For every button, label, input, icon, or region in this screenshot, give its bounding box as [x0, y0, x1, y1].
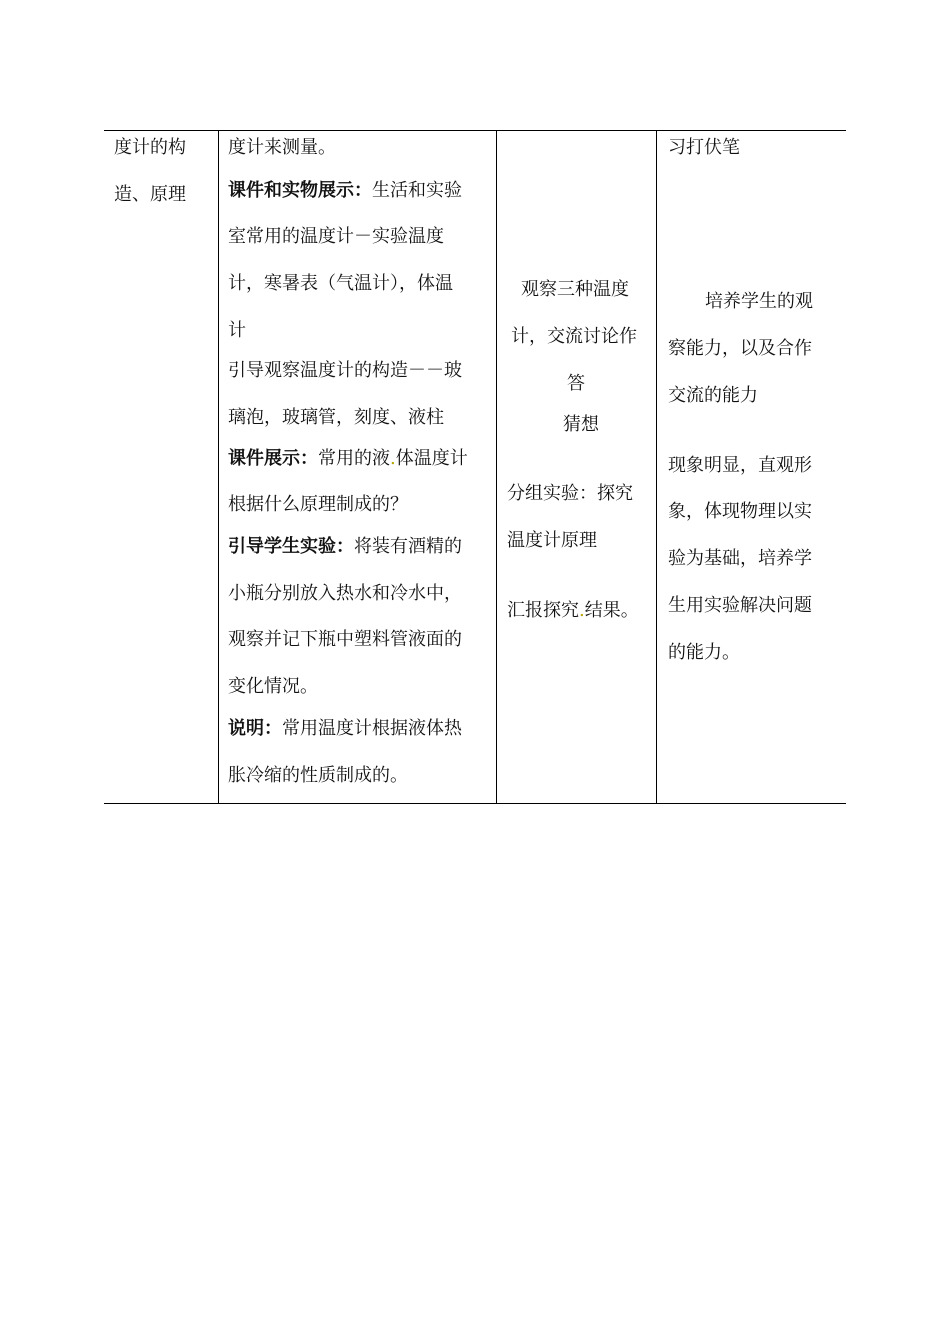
text-fragment: 常用的液	[318, 448, 390, 469]
text-line: 猜想	[563, 414, 599, 435]
text-line: 现象明显，直观形	[668, 455, 812, 476]
bold-label: 说明：	[228, 718, 282, 739]
section-title-line: 造、原理	[114, 184, 186, 205]
text-fragment: 常用温度计根据液体热	[282, 718, 462, 739]
text-line: 习打伏笔	[668, 137, 740, 158]
text-line: 室常用的温度计－实验温度	[228, 226, 444, 247]
text-fragment: .	[579, 600, 585, 621]
text-fragment: .	[390, 448, 396, 469]
bold-label: 引导学生实验：	[228, 536, 354, 557]
text-line: 察能力，以及合作	[668, 338, 812, 359]
text-line: 根据什么原理制成的？	[228, 494, 408, 515]
cell-design-intent	[657, 131, 846, 803]
text-line: 计，寒暑表（气温计），体温	[228, 273, 453, 294]
text-fragment: 体温度计	[395, 448, 468, 469]
text-fragment: 将装有酒精的	[354, 536, 462, 557]
lesson-table	[104, 130, 846, 804]
cell-section-title	[104, 131, 218, 803]
text-fragment: 汇报探究	[507, 600, 579, 621]
text-line: 验为基础，培养学	[668, 548, 812, 569]
text-line: 观察三种温度	[521, 279, 629, 300]
cell-student-activity	[497, 131, 656, 803]
text-line: 交流的能力	[668, 385, 758, 406]
text-line: 的能力。	[668, 642, 740, 663]
section-title-line: 度计的构	[114, 137, 186, 158]
text-line: 小瓶分别放入热水和冷水中，	[228, 583, 462, 604]
text-line	[507, 599, 639, 623]
text-line: 温度计原理	[507, 530, 597, 551]
text-line	[228, 179, 462, 203]
bold-label: 课件和实物展示：	[228, 180, 372, 201]
text-line: 培养学生的观	[705, 291, 813, 312]
text-line: 引导观察温度计的构造－－玻	[228, 360, 462, 381]
text-line	[228, 535, 462, 559]
text-line: 分组实验：探究	[507, 483, 633, 504]
text-fragment: 生活和实验	[372, 180, 462, 201]
text-line	[228, 447, 468, 471]
text-line: 胀冷缩的性质制成的。	[228, 765, 408, 786]
text-line	[228, 717, 462, 741]
text-line: 计	[228, 320, 246, 341]
text-line: 计，交流讨论作	[511, 326, 637, 347]
bold-label: 课件展示：	[228, 448, 318, 469]
text-line: 生用实验解决问题	[668, 595, 812, 616]
text-line: 度计来测量。	[228, 137, 336, 158]
text-line: 观察并记下瓶中塑料管液面的	[228, 629, 462, 650]
cell-teacher-activity	[219, 131, 496, 803]
text-line: 变化情况。	[228, 676, 318, 697]
text-line: 答	[567, 373, 585, 394]
text-line: 象，体现物理以实	[668, 501, 812, 522]
text-line: 璃泡，玻璃管，刻度、液柱	[228, 407, 444, 428]
text-fragment: 结果。	[584, 600, 639, 621]
